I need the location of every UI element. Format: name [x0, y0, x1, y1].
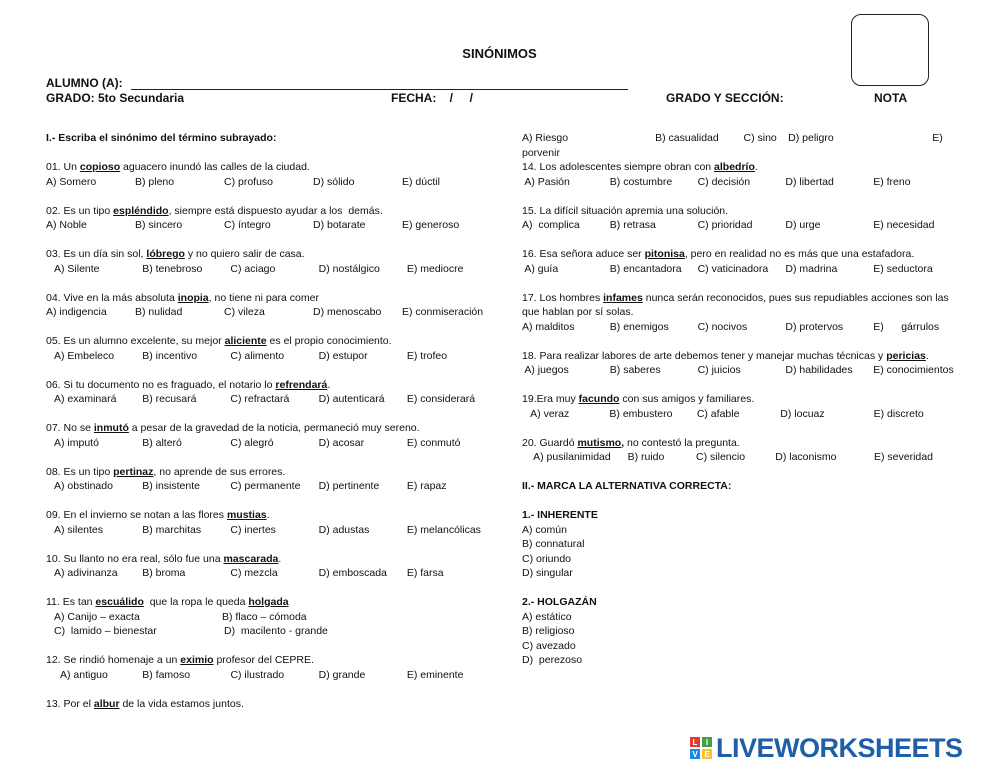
option[interactable]: C) profuso [224, 175, 274, 188]
underlined-term: mustias [226, 509, 267, 521]
question-text: 12. Se rindió homenaje a un eximio profesor del CEPRE. [46, 654, 314, 666]
option[interactable]: A) examinará [54, 393, 117, 405]
option[interactable]: A) pusilanimidad [522, 451, 611, 463]
options-row [46, 392, 496, 407]
options-row [46, 610, 496, 625]
spacer [522, 421, 962, 436]
question-text: 01. Un copioso aguacero inundó las calles de la ciudad. [46, 161, 310, 173]
option[interactable]: E) seductora [873, 262, 933, 275]
option[interactable]: C) vileza [224, 306, 265, 318]
option[interactable]: B) encantadora [609, 262, 682, 275]
option[interactable]: B) retrasa [609, 219, 656, 231]
question-text: 05. Es un alumno excelente, su mejor aliciente es el propio conocimiento. [46, 335, 392, 347]
options-row [522, 262, 962, 277]
option[interactable]: E) trofeo [406, 349, 448, 362]
section1-questions [46, 160, 496, 711]
option[interactable]: E) conocimientos [873, 364, 954, 376]
question-block [46, 508, 496, 552]
underlined-term: escuálido [95, 596, 144, 608]
option[interactable]: D) laconismo [775, 451, 837, 463]
option[interactable]: C) ilustrado [230, 668, 285, 681]
question-block [46, 334, 496, 378]
question-block [46, 291, 496, 335]
option[interactable]: E) gárrulos [873, 320, 940, 333]
option[interactable]: B) pleno [135, 175, 175, 188]
option[interactable]: A) estático [522, 610, 572, 623]
option[interactable]: D) autenticará [318, 393, 385, 405]
question-text: 15. La difícil situación apremia una solución. [522, 204, 729, 217]
alumno-label: ALUMNO (A): [46, 76, 123, 90]
spacer [522, 494, 962, 509]
option[interactable]: E) discreto [873, 407, 924, 420]
underlined-term: lóbrego [146, 248, 185, 260]
question-text: 18. Para realizar labores de arte debemos tener y manejar muchas técnicas y pericias. [522, 349, 929, 362]
option[interactable]: A) común [522, 523, 567, 536]
option[interactable]: B) enemigos [609, 320, 669, 333]
options-row [46, 566, 496, 581]
option[interactable]: C) aciago [230, 262, 276, 275]
option[interactable]: B) marchitas [142, 523, 202, 536]
option[interactable]: C) íntegro [224, 219, 271, 231]
spacer [46, 363, 496, 378]
option[interactable]: E) [932, 132, 943, 144]
question-text: 02. Es un tipo espléndido, siempre está dispuesto ayudar a los demás. [46, 204, 383, 217]
option[interactable]: D) madrina [785, 262, 838, 275]
question-text: 13. Por el albur de la vida estamos juntos. [46, 697, 244, 710]
option[interactable]: E) generoso [402, 219, 460, 231]
option[interactable]: A) Noble [46, 219, 87, 231]
option[interactable]: C) mezcla [230, 567, 278, 579]
spacer [522, 465, 962, 480]
option[interactable]: D) peligro [788, 132, 834, 144]
option[interactable]: A) silentes [54, 523, 104, 536]
grade-box [851, 14, 929, 86]
option[interactable]: D) estupor [318, 349, 368, 362]
right-column [522, 131, 962, 668]
option[interactable]: C) lamido – bienestar [54, 625, 157, 637]
question-block [46, 552, 496, 596]
options-row [46, 175, 496, 190]
underlined-term: albedrío [714, 161, 755, 173]
options-row [522, 131, 962, 146]
spacer [522, 581, 962, 596]
spacer [522, 189, 962, 204]
option[interactable]: A) indigencia [46, 306, 107, 318]
question-block [46, 247, 496, 291]
option[interactable]: B) famoso [142, 668, 191, 681]
spacer [46, 276, 496, 291]
spacer [46, 581, 496, 596]
option[interactable]: C) alegró [230, 436, 274, 449]
option[interactable]: C) silencio [696, 451, 746, 463]
question-block [46, 421, 496, 465]
left-column [46, 131, 496, 711]
question-text: 17. Los hombres infames nunca serán reconocidos, pues sus repudiables acciones son las [522, 291, 949, 304]
question-block [46, 160, 496, 204]
question-text: 14. Los adolescentes siempre obran con albedrío. [522, 161, 758, 173]
option[interactable]: C) prioridad [697, 219, 753, 231]
option[interactable]: E) freno [873, 175, 911, 188]
spacer [46, 189, 496, 204]
option[interactable]: A) Embeleco [54, 349, 115, 362]
underlined-term: facundo [578, 393, 620, 405]
options-row [46, 479, 496, 494]
underlined-term: holgada [248, 596, 289, 608]
option[interactable]: B) embustero [609, 407, 673, 420]
question-block [46, 204, 496, 248]
option[interactable]: C) juicios [697, 364, 741, 376]
options-row [46, 218, 496, 233]
spacer [522, 233, 962, 248]
logo-letter-tile: L [690, 737, 700, 747]
option[interactable]: A) guía [522, 262, 559, 275]
grado-seccion-label: GRADO Y SECCIÓN: [666, 91, 784, 105]
option[interactable]: E) eminente [406, 668, 464, 681]
option[interactable]: A) juegos [522, 364, 569, 376]
underlined-term: albur [93, 697, 120, 710]
options-row [522, 450, 962, 465]
option[interactable]: D) nostálgico [318, 262, 380, 275]
option[interactable]: C) decisión [697, 175, 751, 188]
option[interactable]: B) flaco – cómoda [222, 610, 307, 623]
underlined-term: mutismo, [577, 436, 625, 449]
alumno-name-line[interactable] [131, 89, 628, 90]
question-block [46, 653, 496, 697]
option[interactable]: D) habilidades [785, 364, 853, 376]
option[interactable]: C) vaticinadora [697, 262, 769, 275]
option[interactable]: B) insistente [142, 480, 200, 492]
option[interactable]: C) nocivos [697, 320, 748, 333]
item-title: 1.- INHERENTE [522, 509, 598, 521]
options-row [46, 624, 496, 639]
underlined-term: espléndido [113, 204, 169, 217]
question-text: 04. Vive en la más absoluta inopia, no tiene ni para comer [46, 291, 319, 304]
options-row [522, 218, 962, 233]
question-text: 07. No se inmutó a pesar de la gravedad de la noticia, permaneció muy sereno. [46, 422, 420, 434]
spacer [522, 276, 962, 291]
option[interactable]: D) menoscabo [313, 306, 382, 318]
options-row [522, 363, 962, 378]
option[interactable]: C) inertes [230, 523, 276, 536]
option[interactable]: A) Pasión [522, 175, 570, 188]
liveworksheets-logo [690, 733, 963, 763]
option[interactable]: B) ruido [627, 451, 665, 463]
grado-label: GRADO: 5to Secundaria [46, 91, 185, 105]
underlined-term: pitonisa [644, 248, 685, 260]
option[interactable]: E) dúctil [402, 175, 440, 188]
nota-label: NOTA [874, 91, 908, 105]
option[interactable]: A) Canijo – exacta [54, 610, 140, 623]
spacer [46, 639, 496, 654]
option-continuation: porvenir [522, 146, 560, 159]
option[interactable]: D) emboscada [318, 567, 387, 579]
underlined-term: inopia [177, 291, 209, 304]
underlined-term: pericias [886, 349, 926, 362]
option[interactable]: D) botarate [313, 219, 366, 231]
option[interactable]: A) imputó [54, 436, 99, 449]
question-block [46, 378, 496, 422]
option[interactable]: B) saberes [609, 364, 661, 376]
option[interactable]: D) singular [522, 567, 573, 579]
question-text: 20. Guardó mutismo, no contestó la pregunta. [522, 436, 740, 449]
option[interactable]: B) casualidad [655, 132, 719, 144]
option[interactable]: D) urge [785, 219, 821, 231]
option[interactable]: D) macilento - grande [224, 625, 328, 637]
question-text: 11. Es tan escuálido que la ropa le queda holgada [46, 596, 289, 608]
item-title: 2.- HOLGAZÁN [522, 596, 597, 608]
option[interactable]: C) refractará [230, 393, 290, 405]
underlined-term: refrendará [275, 378, 328, 391]
option[interactable]: E) rapaz [406, 480, 447, 492]
option[interactable]: D) protervos [785, 320, 844, 333]
question-text: que hablan por sí solas. [522, 306, 634, 318]
option[interactable]: B) recusará [142, 393, 197, 405]
options-row [522, 320, 962, 335]
underlined-term: copioso [79, 161, 121, 173]
question-text: 03. Es un día sin sol, lóbrego y no quiero salir de casa. [46, 248, 305, 260]
option[interactable]: A) antiguo [60, 668, 108, 681]
option[interactable]: D) pertinente [318, 480, 380, 492]
question-text: 10. Su llanto no era real, sólo fue una mascarada. [46, 552, 282, 565]
option[interactable]: D) libertad [785, 175, 834, 188]
logo-letter-tile: V [690, 749, 700, 759]
section1-heading: I.- Escriba el sinónimo del término subrayado: [46, 132, 277, 144]
options-row [46, 436, 496, 451]
option[interactable]: A) malditos [522, 320, 575, 333]
option[interactable]: B) connatural [522, 538, 585, 550]
option[interactable]: E) severidad [873, 451, 933, 463]
option[interactable]: E) melancólicas [406, 523, 481, 536]
section2-heading: II.- MARCA LA ALTERNATIVA CORRECTA: [522, 480, 732, 492]
question-text: 09. En el invierno se notan a las flores mustias. [46, 509, 270, 521]
logo-text: LIVEWORKSHEETS [716, 732, 963, 763]
fecha-label: FECHA: / / [391, 91, 474, 105]
option[interactable]: B) incentivo [142, 349, 198, 362]
spacer [46, 320, 496, 335]
options-row [46, 262, 496, 277]
options-row [46, 349, 496, 364]
question-text: 06. Si tu documento no es fraguado, el notario lo refrendará. [46, 378, 331, 391]
option[interactable]: A) Riesgo [522, 132, 569, 144]
option[interactable]: C) afable [696, 407, 740, 420]
option[interactable]: E) conmutó [406, 436, 461, 449]
option[interactable]: C) alimento [230, 349, 285, 362]
option[interactable]: A) Silente [54, 262, 100, 275]
option[interactable]: E) necesidad [873, 219, 935, 231]
question-block [46, 595, 496, 653]
option[interactable]: A) veraz [522, 407, 570, 420]
option[interactable]: B) costumbre [609, 175, 673, 188]
underlined-term: mascarada [223, 552, 279, 565]
option[interactable]: C) permanente [230, 480, 301, 492]
option[interactable]: B) broma [142, 567, 186, 579]
option[interactable]: B) tenebroso [142, 262, 203, 275]
question-text: 19.Era muy facundo con sus amigos y familiares. [522, 393, 755, 405]
underlined-term: pertinaz [113, 465, 154, 478]
logo-letter-tile: E [702, 749, 712, 759]
option[interactable]: B) religioso [522, 625, 575, 637]
options-row [522, 407, 962, 422]
option[interactable]: E) mediocre [406, 262, 464, 275]
spacer [46, 233, 496, 248]
option[interactable]: B) sincero [135, 219, 183, 231]
option[interactable]: A) Somero [46, 175, 97, 188]
option[interactable]: D) perezoso [522, 654, 583, 666]
option[interactable]: E) conmiseración [402, 306, 484, 318]
page-title: SINÓNIMOS [462, 46, 537, 61]
spacer [46, 450, 496, 465]
question-text: 08. Es un tipo pertinaz, no aprende de sus errores. [46, 465, 286, 478]
option[interactable]: E) considerará [406, 393, 476, 405]
option[interactable]: B) alteró [142, 436, 182, 449]
spacer [46, 537, 496, 552]
spacer [522, 378, 962, 393]
options-row [522, 175, 962, 190]
logo-letter-tile: I [702, 737, 712, 747]
question-text: 16. Esa señora aduce ser pitonisa, pero en realidad no es más que una estafadora. [522, 248, 915, 260]
underlined-term: aliciente [224, 335, 267, 347]
option[interactable]: D) adustas [318, 523, 370, 536]
options-row [46, 668, 496, 683]
question-block [46, 465, 496, 509]
option[interactable]: C) avezado [522, 639, 576, 652]
option[interactable]: A) adivinanza [54, 567, 118, 579]
option[interactable]: B) nulidad [135, 306, 183, 318]
option[interactable]: D) acosar [318, 436, 365, 449]
logo-icon [690, 737, 712, 759]
option[interactable]: A) obstinado [54, 480, 113, 492]
underlined-term: eximio [180, 654, 214, 666]
option[interactable]: D) grande [318, 668, 366, 681]
underlined-term: inmutó [93, 422, 129, 434]
spacer [522, 334, 962, 349]
option[interactable]: A) complica [522, 219, 580, 231]
option[interactable]: C) oriundo [522, 552, 572, 565]
option[interactable]: E) farsa [406, 567, 444, 579]
option[interactable]: D) sólido [313, 175, 355, 188]
spacer [46, 682, 496, 697]
underlined-term: infames [603, 291, 643, 304]
option[interactable]: D) locuaz [780, 407, 825, 420]
options-row [46, 523, 496, 538]
options-row [46, 305, 496, 320]
spacer [46, 407, 496, 422]
option[interactable]: C) sino [743, 132, 777, 144]
spacer [46, 494, 496, 509]
